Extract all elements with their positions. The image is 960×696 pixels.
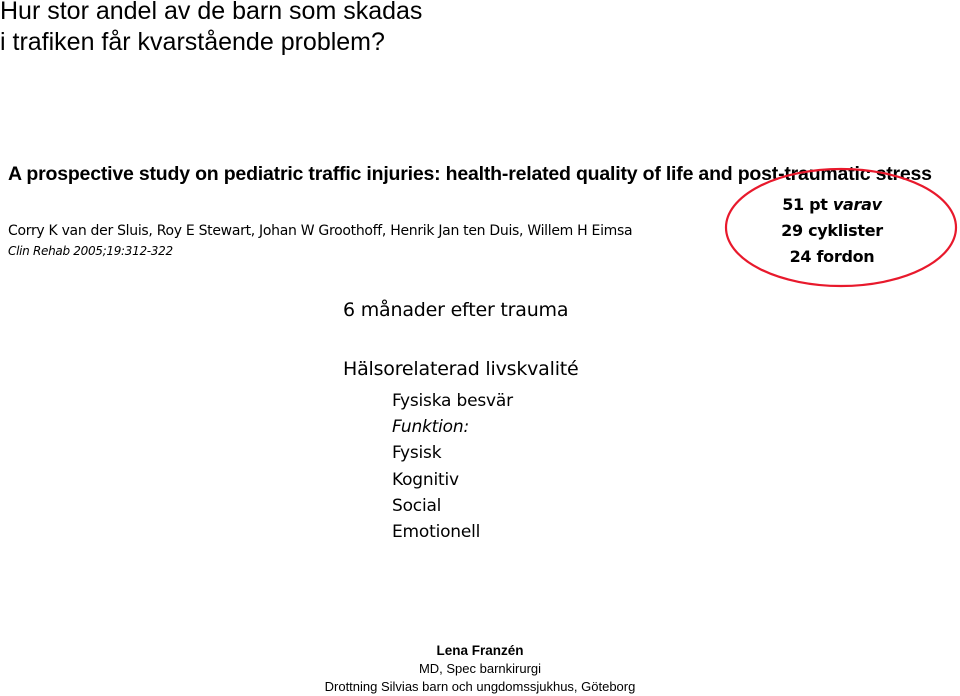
- patient-stats: [772, 192, 892, 270]
- paper-citation: Clin Rehab 2005;19:312-322: [8, 244, 173, 258]
- quality-of-life-heading: Hälsorelaterad livskvalité: [343, 358, 579, 380]
- study-timepoint-heading: 6 månader efter trauma: [343, 299, 569, 321]
- list-item: Kognitiv: [392, 469, 459, 490]
- presenter-institution: Drottning Silvias barn och ungdomssjukhus, Göteborg: [324, 679, 636, 694]
- stats-cyclists: 29 cyklister: [781, 221, 883, 240]
- list-item: Fysisk: [392, 443, 442, 464]
- presenter-name: Lena Franzén: [436, 643, 524, 658]
- list-item: Social: [392, 495, 442, 516]
- paper-authors: Corry K van der Sluis, Roy E Stewart, Johan W Groothoff, Henrik Jan ten Duis, Willem H Eimsa: [8, 223, 633, 239]
- slide-title-line-1: Hur stor andel av de barn som skadas: [0, 0, 423, 25]
- presenter-footer: [280, 642, 680, 696]
- slide-title-line-2: i trafiken får kvarstående problem?: [0, 28, 385, 56]
- stats-total: [772, 192, 892, 218]
- outcome-measures-list: [392, 388, 513, 545]
- slide-title: [0, 0, 422, 58]
- list-item: Emotionell: [392, 522, 481, 543]
- stats-vehicles: 24 fordon: [789, 247, 875, 266]
- list-item: Fysiska besvär: [392, 391, 513, 411]
- stats-total-suffix: varav: [832, 195, 882, 214]
- stats-total-count: 51 pt: [782, 195, 833, 214]
- list-item: Funktion:: [392, 417, 469, 438]
- presenter-role: MD, Spec barnkirurgi: [418, 661, 542, 676]
- paper-title: A prospective study on pediatric traffic injuries: health-related quality of life and post-traumatic stress: [8, 163, 932, 185]
